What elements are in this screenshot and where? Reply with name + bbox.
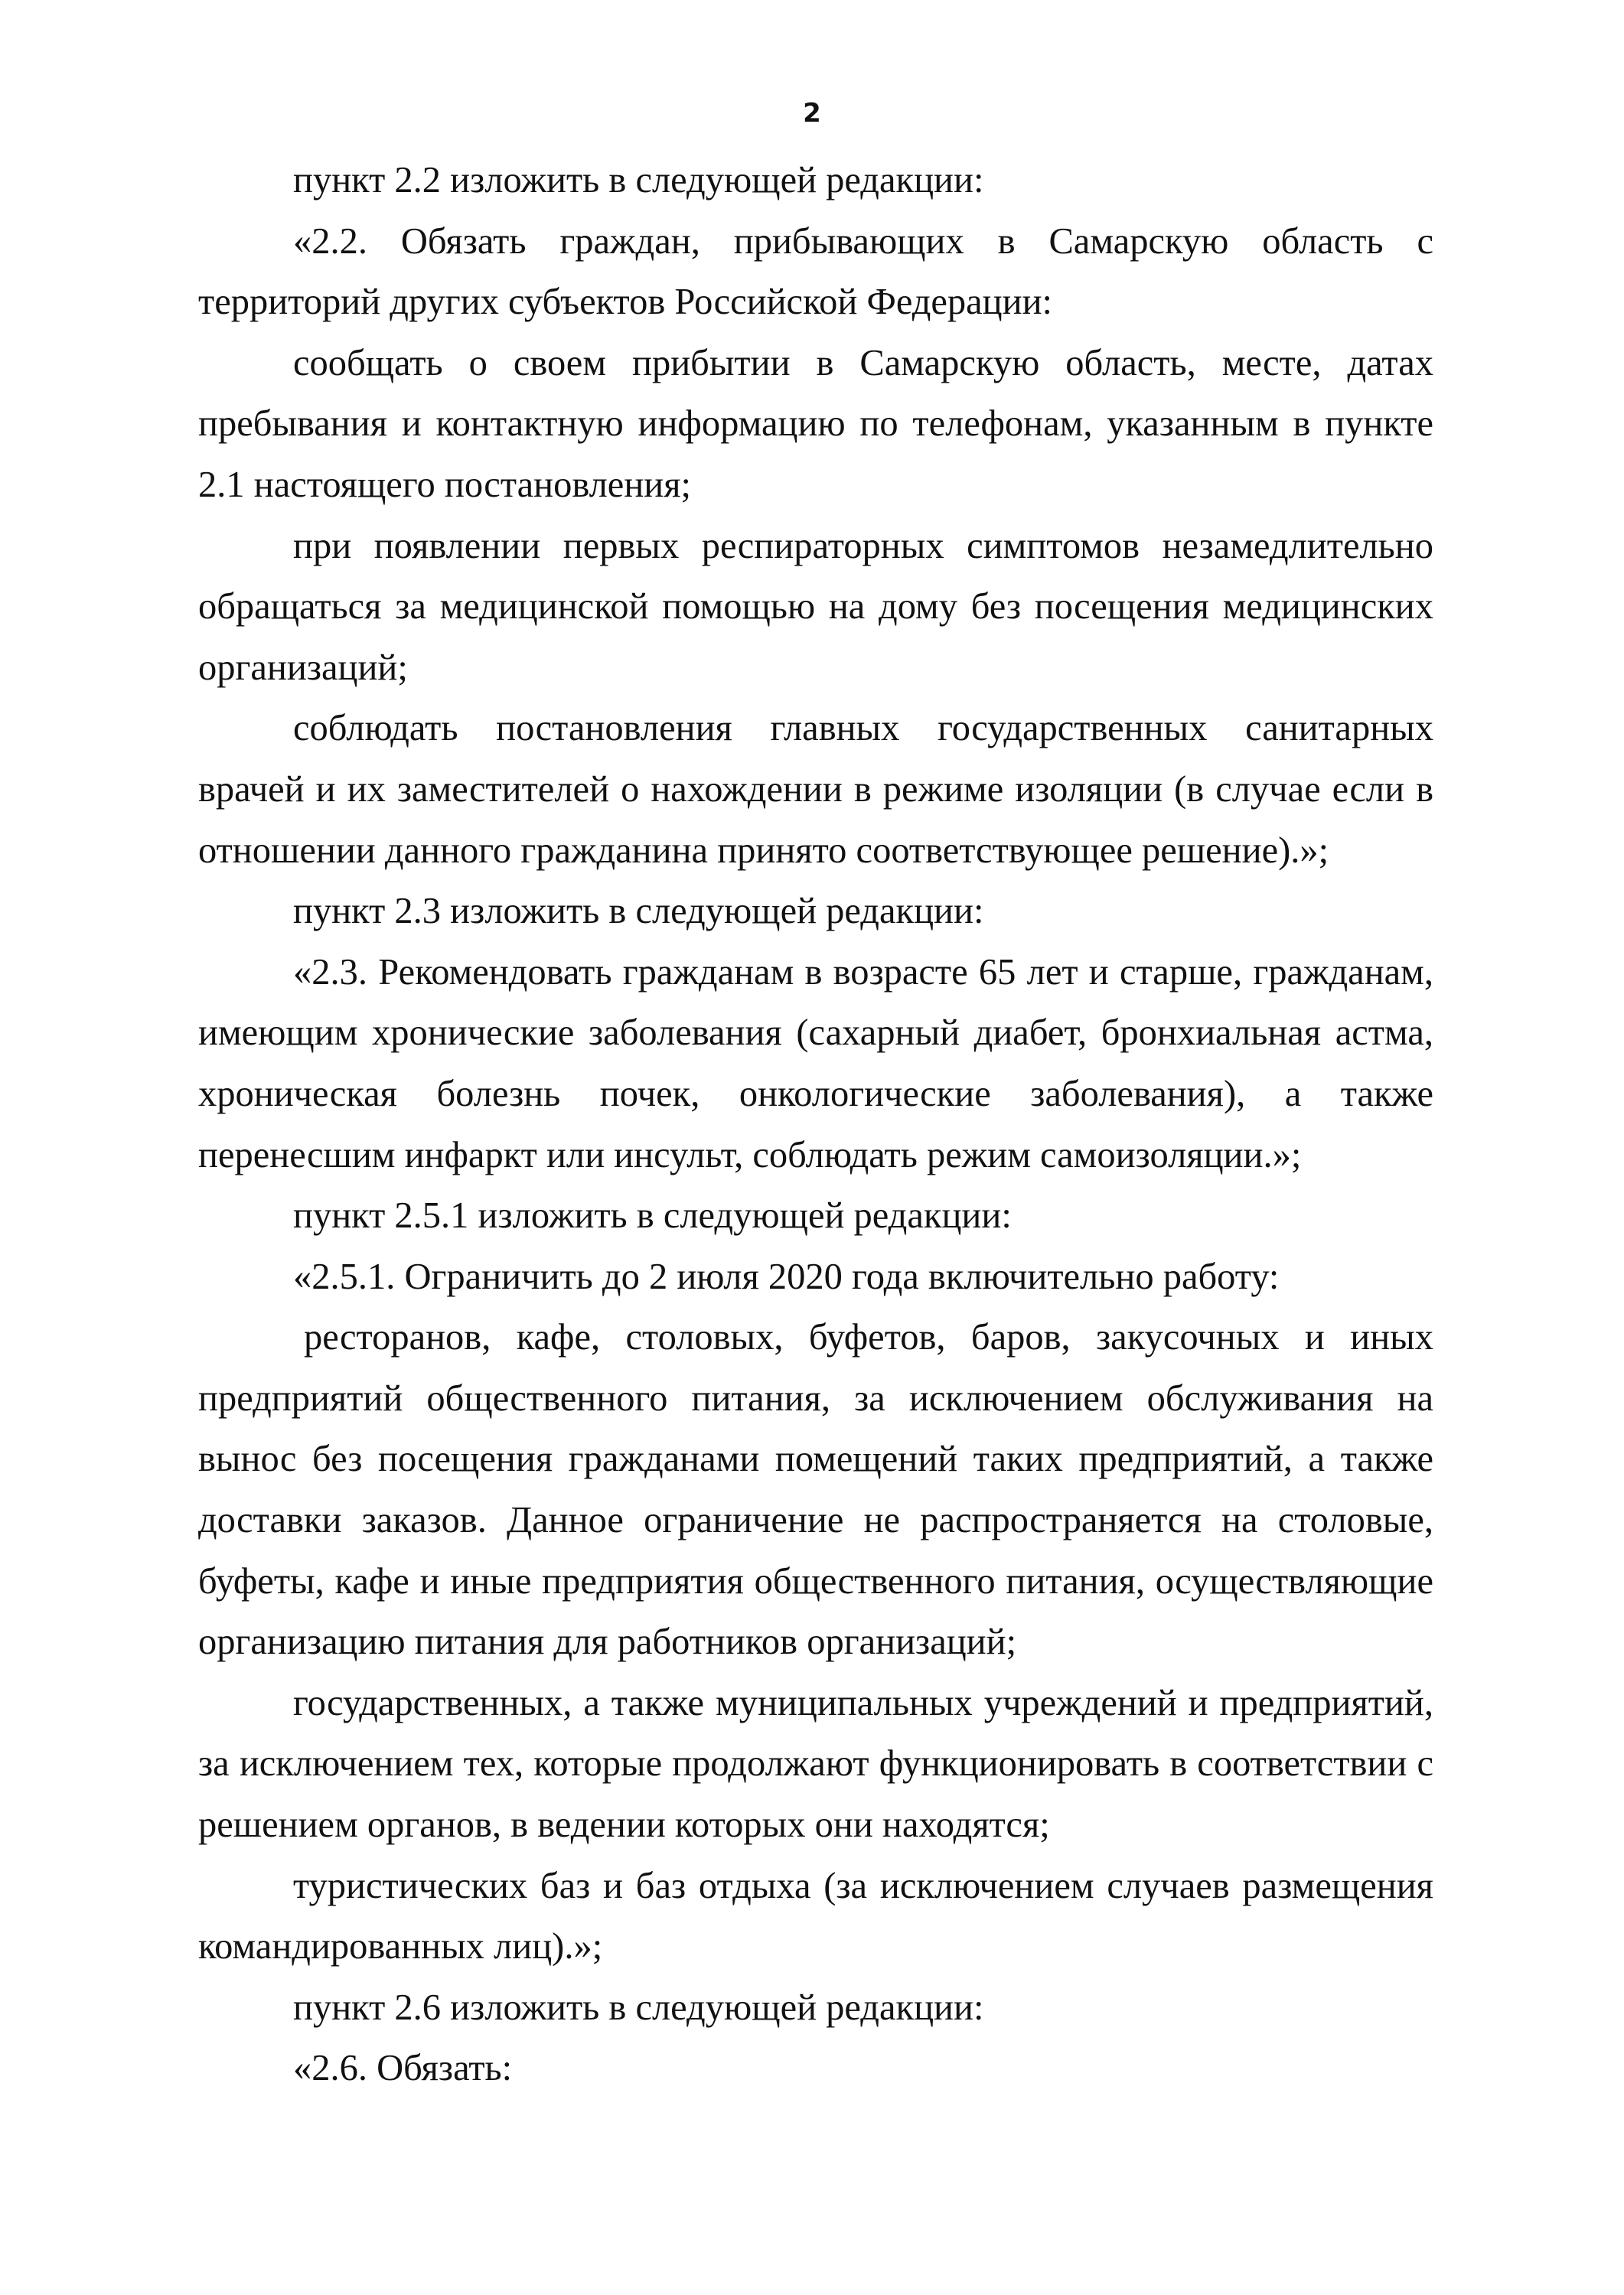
page-number: 2 bbox=[803, 98, 821, 129]
paragraph: «2.5.1. Ограничить до 2 июля 2020 года включительно работу: bbox=[293, 1256, 1280, 1297]
paragraph: пункт 2.5.1 изложить в следующей редакции: bbox=[293, 1195, 1012, 1237]
paragraph: «2.2. Обязать граждан, прибывающих в Самарскую область с территорий других субъектов Российской Федерации: bbox=[198, 220, 1433, 323]
paragraph: пункт 2.2 изложить в следующей редакции: bbox=[293, 160, 984, 200]
document-body bbox=[198, 150, 1433, 2099]
paragraph: «2.3. Рекомендовать гражданам в возрасте 65 лет и старше, гражданам, имеющим хронические заболевания (сахарный диабет, бронхиальная астма, хроническая болезнь почек, онкологические заболевания), а также перенесшим инфаркт или инсульт, соблюдать режим самоизоляции.»; bbox=[198, 951, 1433, 1175]
paragraph: ресторанов, кафе, столовых, буфетов, баров, закусочных и иных предприятий общественного питания, за исключением обслуживания на вынос без посещения гражданами помещений таких предприятий, а также доставки заказов. Данное ограничение не распространяется на столовые, буфеты, кафе и иные предприятия общественного питания, осуществляющие организацию питания для работников организаций; bbox=[198, 1317, 1433, 1663]
paragraph: сообщать о своем прибытии в Самарскую область, месте, датах пребывания и контактную информацию по телефонам, указанным в пункте 2.1 настоящего постановления; bbox=[198, 342, 1433, 505]
paragraph: «2.6. Обязать: bbox=[293, 2048, 513, 2089]
paragraph: соблюдать постановления главных государственных санитарных врачей и их заместителей о нахождении в режиме изоляции (в случае если в отношении данного гражданина принято соответствующее решение).»; bbox=[198, 708, 1433, 871]
paragraph: при появлении первых респираторных симптомов незамедлительно обращаться за медицинской помощью на дому без посещения медицинских организаций; bbox=[198, 525, 1433, 688]
paragraph: пункт 2.6 изложить в следующей редакции: bbox=[293, 1987, 984, 2028]
paragraph: государственных, а также муниципальных учреждений и предприятий, за исключением тех, которые продолжают функционировать в соответствии с решением органов, в ведении которых они находятся; bbox=[198, 1682, 1433, 1846]
paragraph: туристических баз и баз отдыха (за исключением случаев размещения командированных лиц).»; bbox=[198, 1865, 1433, 1967]
paragraph: пункт 2.3 изложить в следующей редакции: bbox=[293, 891, 984, 932]
